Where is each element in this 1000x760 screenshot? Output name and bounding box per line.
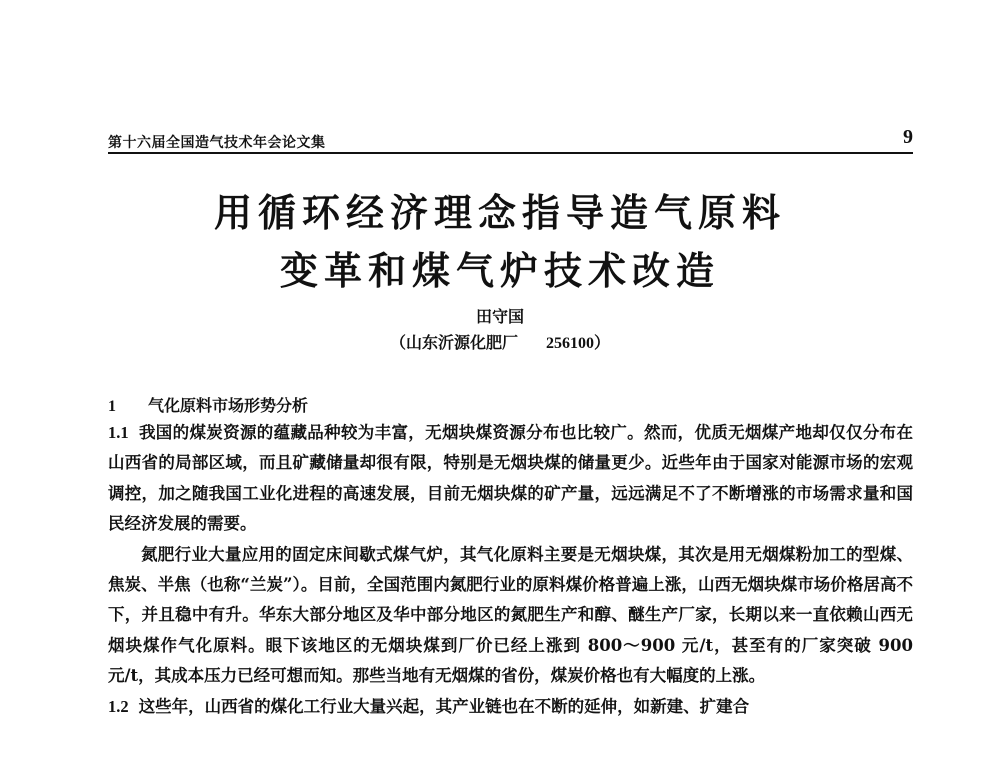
proceedings-series-title: 第十六届全国造气技术年会论文集	[108, 135, 326, 151]
paragraph-number: 1.1	[108, 423, 129, 442]
body-text	[108, 418, 913, 722]
affiliation-org: （山东沂源化肥厂	[389, 333, 518, 352]
page-number: 9	[903, 126, 913, 148]
paper-title-line-2: 变革和煤气炉技术改造	[279, 248, 720, 293]
paper-title-line-1: 用循环经济理念指导造气原料	[213, 190, 786, 235]
paragraph-text: 这些年，山西省的煤化工行业大量兴起，其产业链也在不断的延伸，如新建、扩建合	[138, 696, 750, 716]
header-rule	[108, 152, 913, 154]
affiliation-postcode: 256100）	[546, 335, 611, 352]
running-header	[108, 128, 913, 154]
paragraph-1-2	[108, 692, 913, 722]
section-title: 气化原料市场形势分析	[148, 396, 309, 415]
paragraph-1-1	[108, 418, 913, 540]
paragraph-text: 我国的煤炭资源的蕴藏品种较为丰富，无烟块煤资源分布也比较广。然而，优质无烟煤产地却仅仅分布在山西省的局部区域，而且矿藏储量却很有限，特别是无烟块煤的储量更少。近些年由于国家对能源市场的宏观调控，加之随我国工业化进程的高速发展，目前无烟块煤的矿产量，远远满足不了不断增涨的市场需求量和国民经济发展的需要。	[108, 423, 913, 534]
section-number: 1	[108, 398, 116, 415]
section-heading	[108, 393, 308, 416]
paragraph-number: 1.2	[108, 696, 129, 716]
author-name: 田守国	[475, 307, 524, 326]
paragraph-2: 氮肥行业大量应用的固定床间歇式煤气炉，其气化原料主要是无烟块煤，其次是用无烟煤粉加工的型煤、焦炭、半焦（也称“兰炭”）。目前，全国范围内氮肥行业的原料煤价格普遍上涨，山西无烟块煤市场价格居高不下，并且稳中有升。华东大部分地区及华中部分地区的氮肥生产和醇、醚生产厂家，长期以来一直依赖山西无烟块煤作气化原料。眼下该地区的无烟块煤到厂价已经上涨到 800～900 元/t，甚至有的厂家突破 900 元/t，其成本压力已经可想而知。那些当地有无烟煤的省份，煤炭价格也有大幅度的上涨。	[108, 544, 913, 686]
author-affiliation	[0, 330, 1000, 353]
